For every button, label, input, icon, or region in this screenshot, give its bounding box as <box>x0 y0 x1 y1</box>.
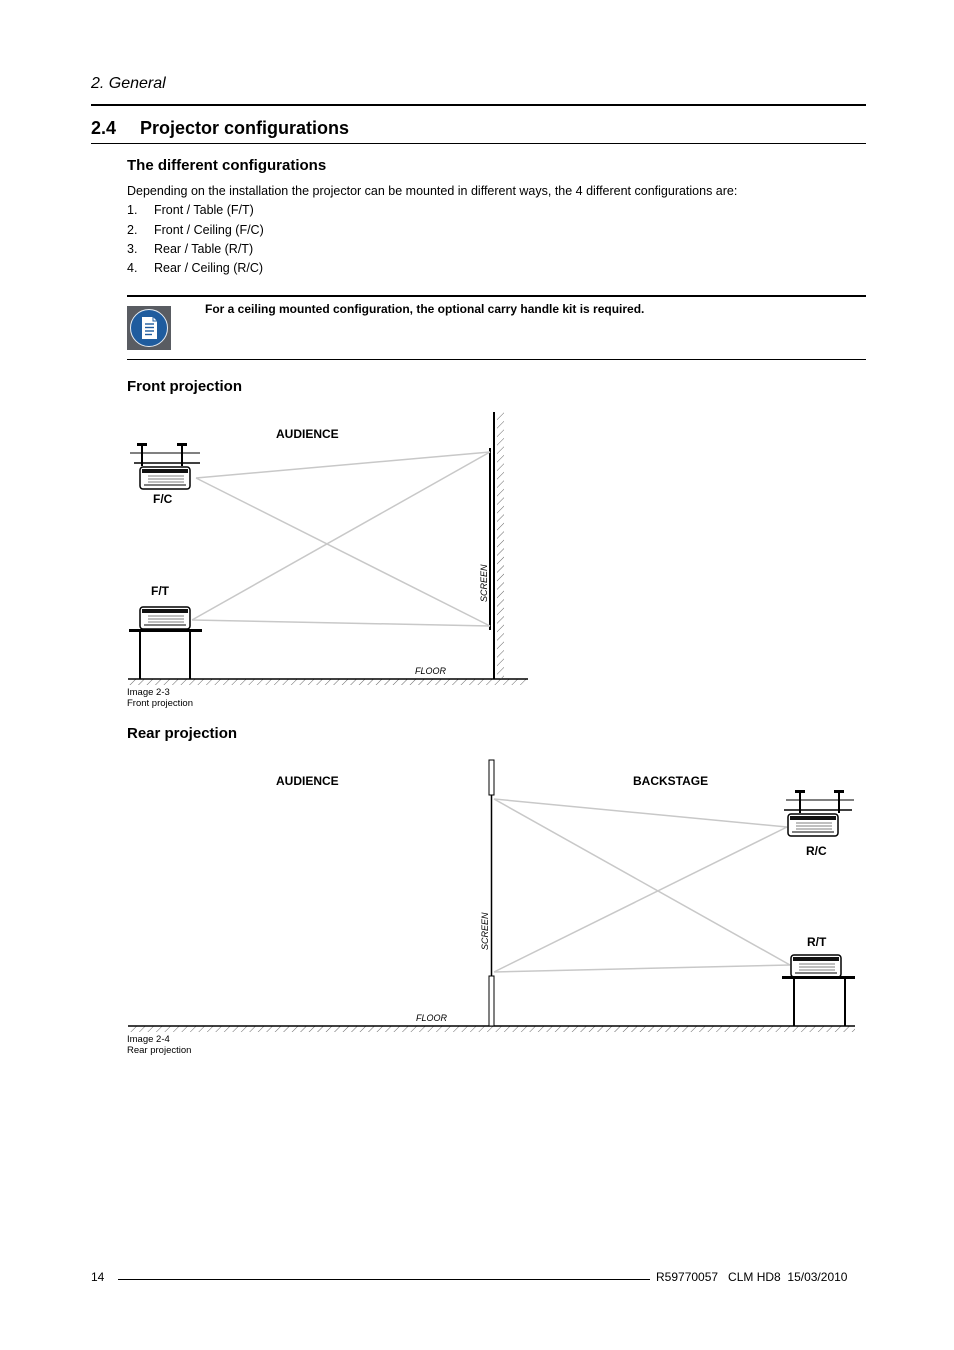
fc-projector <box>130 443 200 489</box>
front-caption-id: Image 2-3 <box>127 687 170 698</box>
front-floor <box>128 679 528 685</box>
rear-caption-id: Image 2-4 <box>127 1034 170 1045</box>
rt-projector <box>782 955 855 1026</box>
footer-doc-info: R59770057 CLM HD8 15/03/2010 <box>656 1270 848 1284</box>
rear-floor <box>128 1026 855 1032</box>
ft-label: F/T <box>151 584 169 598</box>
list-item-number: 3. <box>127 242 138 256</box>
list-item-number: 4. <box>127 261 138 275</box>
rear-caption-text: Rear projection <box>127 1045 192 1056</box>
configurations-intro: Depending on the installation the projector can be mounted in different ways, the 4 different configurations are: <box>127 184 738 198</box>
rear-floor-label: FLOOR <box>416 1013 448 1023</box>
rc-label: R/C <box>806 844 827 858</box>
note-text: For a ceiling mounted configuration, the optional carry handle kit is required. <box>205 302 645 316</box>
front-wall <box>494 412 504 679</box>
rear-beams <box>494 799 790 972</box>
ft-projector <box>129 607 202 679</box>
front-beams <box>192 452 490 626</box>
front-projection-heading: Front projection <box>127 378 242 395</box>
list-item: Front / Table (F/T) <box>154 203 254 217</box>
section-title: Projector configurations <box>140 118 350 138</box>
rear-backstage-label: BACKSTAGE <box>633 774 709 788</box>
chapter-title: 2. General <box>91 75 166 92</box>
rear-screen-label: SCREEN <box>480 912 490 950</box>
front-screen-label: SCREEN <box>479 564 489 602</box>
list-item: Rear / Table (R/T) <box>154 242 254 256</box>
configurations-heading: The different configurations <box>127 157 327 174</box>
rc-projector <box>784 790 854 836</box>
list-item-number: 2. <box>127 223 138 237</box>
page-number: 14 <box>91 1270 105 1284</box>
fc-label: F/C <box>153 492 173 506</box>
list-item-number: 1. <box>127 203 138 217</box>
front-floor-label: FLOOR <box>415 666 447 676</box>
rear-audience-label: AUDIENCE <box>276 774 339 788</box>
front-audience-label: AUDIENCE <box>276 427 339 441</box>
rt-label: R/T <box>807 935 827 949</box>
list-item: Rear / Ceiling (R/C) <box>154 261 264 275</box>
list-item: Front / Ceiling (F/C) <box>154 223 264 237</box>
footer-rule <box>118 1279 650 1280</box>
rear-projection-heading: Rear projection <box>127 725 238 742</box>
section-number: 2.4 <box>91 118 117 138</box>
front-caption-text: Front projection <box>127 698 194 709</box>
rear-screen <box>489 760 494 1026</box>
